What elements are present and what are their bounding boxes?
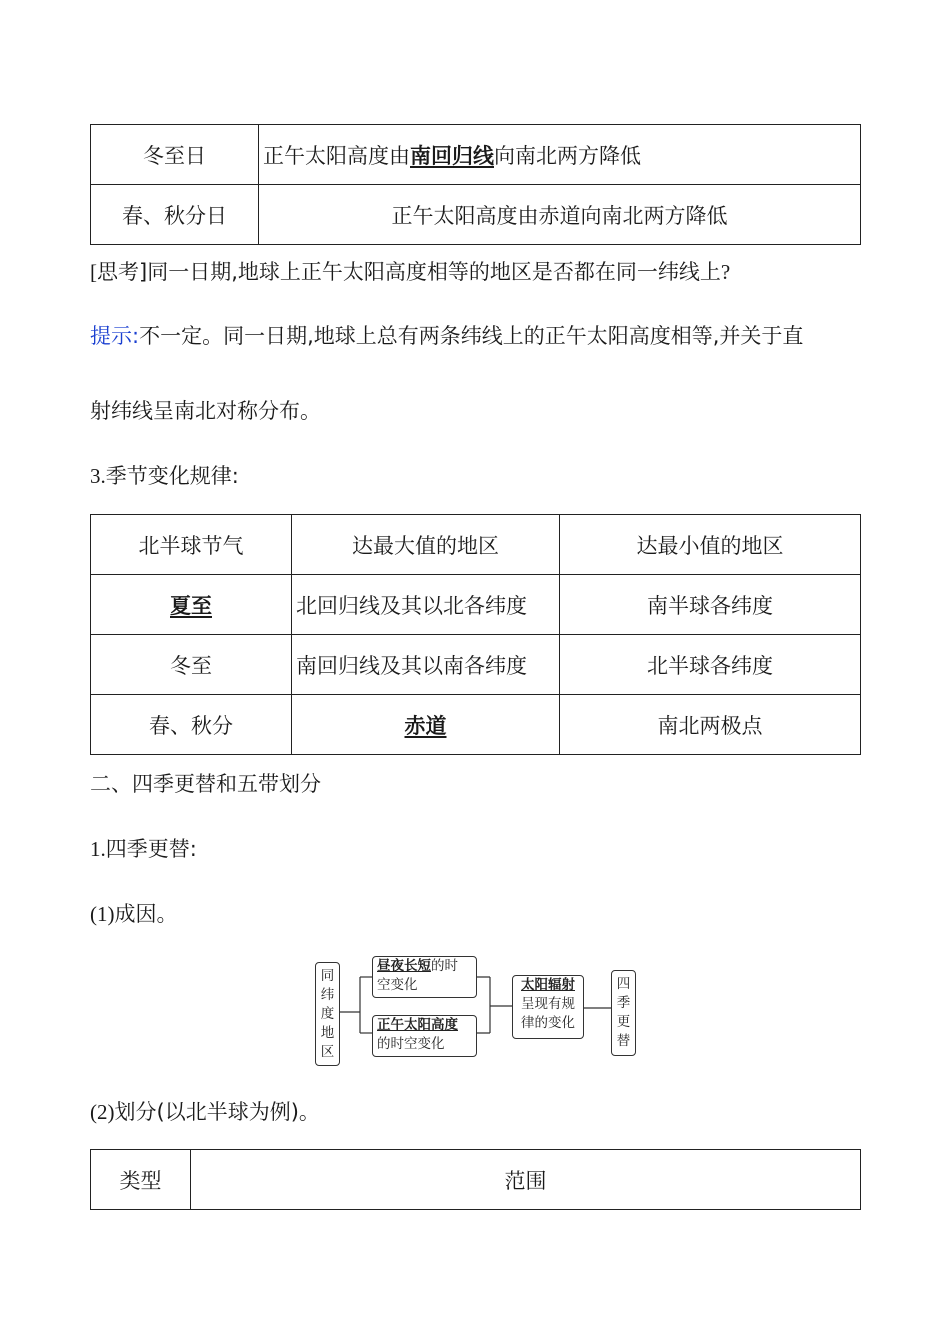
section-heading: 3.季节变化规律: bbox=[90, 464, 239, 488]
answer-highlight: 夏至 bbox=[170, 593, 212, 618]
table-cell: 春、秋分日 bbox=[91, 185, 259, 245]
table-cell: 北半球各纬度 bbox=[560, 635, 861, 695]
diagram-box-radiation: 太阳辐射 呈现有规 律的变化 bbox=[512, 975, 584, 1039]
answer-highlight: 南回归线 bbox=[410, 143, 494, 168]
think-question: [思考]同一日期,地球上正午太阳高度相等的地区是否都在同一纬线上? bbox=[90, 260, 731, 284]
table-cell: 春、秋分 bbox=[91, 695, 292, 755]
diagram-box-noon-height: 正午太阳高度 的时空变化 bbox=[372, 1015, 477, 1057]
column-header: 达最大值的地区 bbox=[292, 515, 560, 575]
table-cell: 南北两极点 bbox=[560, 695, 861, 755]
table-cell: 南回归线及其以南各纬度 bbox=[292, 635, 560, 695]
subsection-heading: (1)成因。 bbox=[90, 902, 178, 926]
column-header: 范围 bbox=[191, 1150, 861, 1210]
table-cell: 冬至 bbox=[91, 635, 292, 695]
table-header-row bbox=[91, 1150, 861, 1210]
zone-table bbox=[90, 1149, 861, 1210]
answer-highlight: 赤道 bbox=[404, 713, 447, 738]
diagram-box-seasons: 四 季 更 替 bbox=[611, 970, 636, 1056]
hint-label: 提示: bbox=[90, 324, 140, 348]
column-header: 类型 bbox=[91, 1150, 191, 1210]
table-cell: 正午太阳高度由南回归线向南北两方降低 bbox=[259, 125, 861, 185]
table-cell: 冬至日 bbox=[91, 125, 259, 185]
section-heading: 二、四季更替和五带划分 bbox=[90, 772, 321, 796]
subsection-heading: (2)划分(以北半球为例)。 bbox=[90, 1100, 320, 1124]
subsection-heading: 1.四季更替: bbox=[90, 837, 197, 861]
column-header: 达最小值的地区 bbox=[560, 515, 861, 575]
table-cell: 南半球各纬度 bbox=[560, 575, 861, 635]
table-cell: 北回归线及其以北各纬度 bbox=[292, 575, 560, 635]
diagram-box-latitude: 同 纬 度 地 区 bbox=[315, 962, 340, 1066]
diagram-box-daylength: 昼夜长短的时 空变化 bbox=[372, 956, 477, 998]
hint-line-1: 提示:不一定。同一日期,地球上总有两条纬线上的正午太阳高度相等,并关于直 bbox=[90, 324, 804, 348]
column-header: 北半球节气 bbox=[91, 515, 292, 575]
hint-line-2: 射纬线呈南北对称分布。 bbox=[90, 399, 321, 423]
table-cell: 正午太阳高度由赤道向南北两方降低 bbox=[259, 185, 861, 245]
